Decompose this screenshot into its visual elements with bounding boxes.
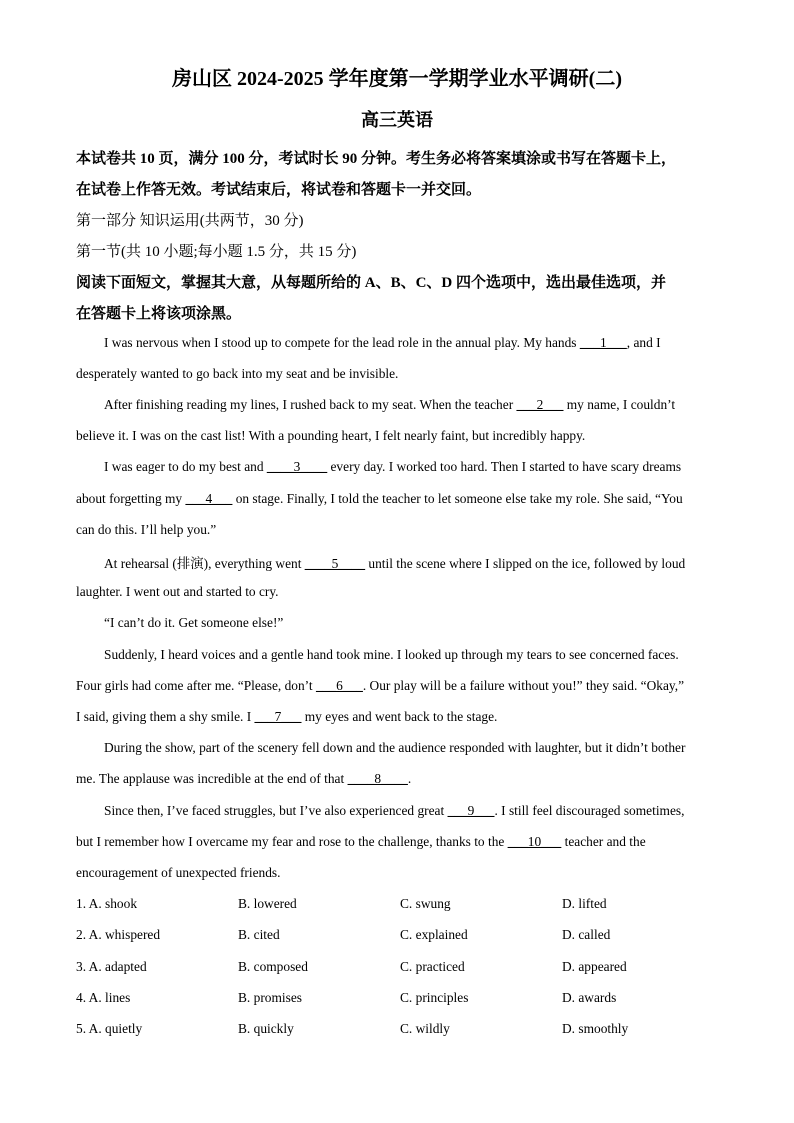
blank-3: ____3____ [266,459,328,474]
passage-text: but I remember how I overcame my fear and rose to the challenge, thanks to the [76,834,508,849]
passage-text: . [407,771,412,786]
option-d: D. awards [562,990,617,1005]
passage-line: believe it. I was on the cast list! With a pounding heart, I felt nearly faint, but incredibly happy. [76,428,586,443]
option-c: C. explained [400,927,468,942]
exam-title: 房山区 2024-2025 学年度第一学期学业水平调研(二) [172,68,622,90]
blank-10: ___10___ [507,834,562,849]
passage-line: can do this. I’ll help you.” [76,522,217,537]
passage-line: encouragement of unexpected friends. [76,865,281,880]
blank-8: ____8____ [347,771,408,786]
direction-line-2: 在答题卡上将该项涂黑。 [76,306,242,322]
section-heading: 第一节(共 10 小题;每小题 1.5 分，共 15 分) [76,244,357,260]
blank-5: ____5____ [304,556,366,571]
option-b: B. promises [238,990,302,1005]
part-heading: 第一部分 知识运用(共两节，30 分) [76,213,304,229]
passage-line [104,803,684,819]
passage-line: “I can’t do it. Get someone else!” [104,615,284,630]
option-a: 5. A. quietly [76,1021,143,1036]
passage-text: on stage. Finally, I told the teacher to let someone else take my role. She said, “You [232,491,683,506]
option-c: C. wildly [400,1021,450,1036]
passage-line: desperately wanted to go back into my seat and be invisible. [76,366,399,381]
passage-text: . Our play will be a failure without you!” they said. “Okay,” [362,678,685,693]
passage-line [104,335,661,351]
passage-text: about forgetting my [76,491,186,506]
passage-line [76,771,411,787]
passage-text: I was eager to do my best and [104,459,267,474]
passage-line: Suddenly, I heard voices and a gentle hand took mine. I looked up through my tears to see concerned faces. [104,647,679,662]
blank-6: ___6___ [315,678,363,693]
passage-text: At rehearsal (排演), everything went [104,556,305,571]
blank-9: ___9___ [447,803,495,818]
blank-7: ___7___ [254,709,302,724]
passage-text: , and I [626,335,661,350]
passage-line [104,553,685,572]
passage-line [104,397,675,413]
passage-line [104,459,681,475]
passage-line: laughter. I went out and started to cry. [76,584,279,599]
option-d: D. lifted [562,896,607,911]
passage-text: After finishing reading my lines, I rushed back to my seat. When the teacher [104,397,517,412]
option-c: C. practiced [400,959,465,974]
blank-4: ___4___ [185,491,233,506]
passage-line [76,709,497,725]
passage-text: teacher and the [561,834,646,849]
option-b: B. cited [238,927,280,942]
passage-line [76,834,646,850]
passage-line [76,491,683,507]
passage-text: Since then, I’ve faced struggles, but I’ve also experienced great [104,803,448,818]
passage-text: me. The applause was incredible at the end of that [76,771,348,786]
direction-line-1: 阅读下面短文，掌握其大意，从每题所给的 A、B、C、D 四个选项中，选出最佳选项，并 [76,275,667,291]
passage-text: my eyes and went back to the stage. [301,709,498,724]
passage-text: Four girls had come after me. “Please, don’t [76,678,316,693]
option-a: 3. A. adapted [76,959,147,974]
instructions-line-1: 本试卷共 10 页，满分 100 分，考试时长 90 分钟。考生务必将答案填涂或书写在答题卡上， [76,151,677,167]
option-c: C. principles [400,990,469,1005]
option-b: B. composed [238,959,308,974]
passage-text: I said, giving them a shy smile. I [76,709,255,724]
option-d: D. appeared [562,959,627,974]
passage-text: my name, I couldn’t [563,397,676,412]
passage-text: . I still feel discouraged sometimes, [494,803,685,818]
instructions-line-2: 在试卷上作答无效。考试结束后，将试卷和答题卡一并交回。 [76,182,482,198]
subject-title: 高三英语 [361,110,433,130]
blank-2: ___2___ [516,397,564,412]
passage-text: until the scene where I slipped on the ice, followed by loud [365,556,686,571]
passage-text: every day. I worked too hard. Then I started to have scary dreams [327,459,682,474]
passage-text: I was nervous when I stood up to compete for the lead role in the annual play. My hands [104,335,580,350]
option-b: B. lowered [238,896,297,911]
option-c: C. swung [400,896,451,911]
option-d: D. called [562,927,611,942]
option-a: 1. A. shook [76,896,138,911]
option-a: 2. A. whispered [76,927,161,942]
option-b: B. quickly [238,1021,294,1036]
passage-line: During the show, part of the scenery fell down and the audience responded with laughter, but it didn’t bother [104,740,686,755]
passage-line [76,678,684,694]
option-a: 4. A. lines [76,990,131,1005]
blank-1: ___1___ [579,335,627,350]
option-d: D. smoothly [562,1021,629,1036]
